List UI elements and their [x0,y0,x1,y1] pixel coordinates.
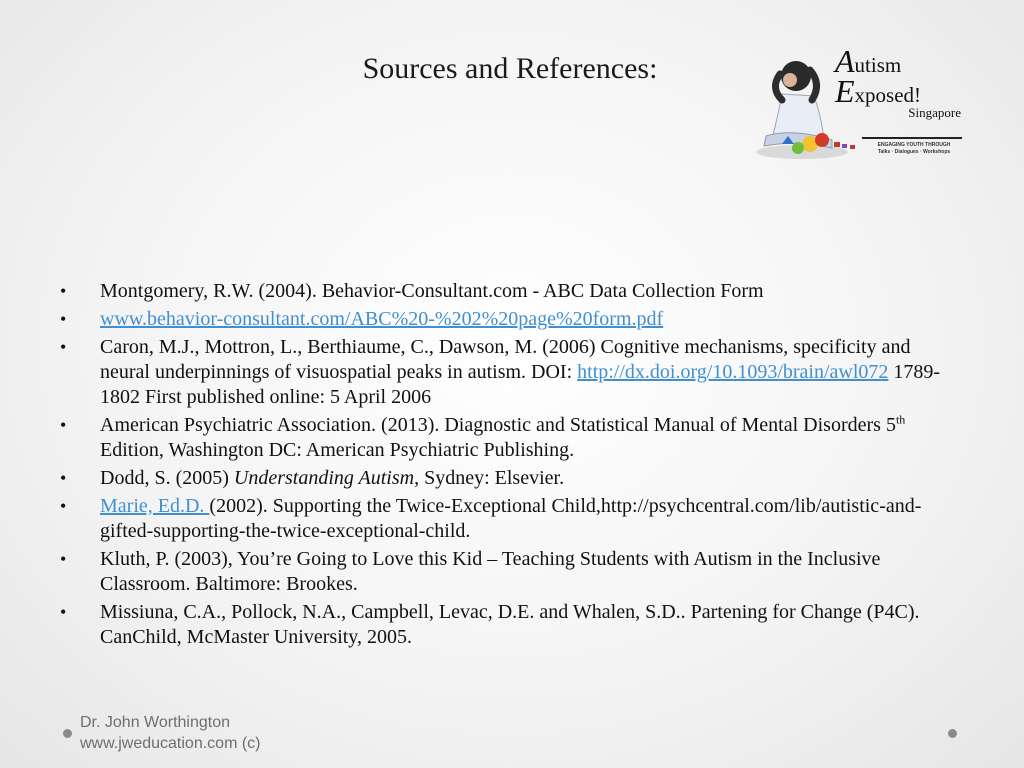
reference-item [60,547,960,597]
logo-initial-a: A [835,43,855,79]
reference-superscript: th [895,412,906,427]
logo-word-exposed: xposed! [854,83,922,107]
reference-text: Dodd, S. (2005) [100,467,234,489]
reference-text-after: , Sydney: Elsevier. [414,467,565,489]
reference-text: Missiuna, C.A., Pollock, N.A., Campbell, Levac, D.E. and Whalen, S.D.. Partening for Change (P4C). CanChild, McMaster University, 2005. [100,601,920,648]
reference-item [60,494,960,544]
reference-item [60,413,960,463]
reference-item [60,335,960,410]
logo-tagline [864,142,964,156]
reference-item [60,600,960,650]
slide-title: Sources and References: [362,52,658,85]
corner-dot-left [63,729,72,738]
reference-item [60,307,960,332]
autism-exposed-logo [752,44,967,164]
logo-word-autism: utism [854,53,902,77]
footer-website: www.jweducation.com (c) [80,735,261,752]
reference-text: American Psychiatric Association. (2013). Diagnostic and Statistical Manual of Mental Disorders 5 [100,414,896,436]
reference-text-after: (2002). Supporting the Twice-Exceptional Child,http://psychcentral.com/lib/autistic-and-gifted-supporting-the-twice-exceptional-child. [100,495,922,542]
footer-author: Dr. John Worthington [80,714,231,731]
reference-link[interactable]: http://dx.doi.org/10.1093/brain/awl072 [577,361,889,383]
reference-text-after: 1789-1802 First published online: 5 April 2006 [100,361,941,408]
reference-item [60,279,960,304]
reference-text: Kluth, P. (2003), You’re Going to Love this Kid – Teaching Students with Autism in the Inclusive Classroom. Baltimore: Brookes. [100,548,881,595]
reference-link[interactable]: Marie, Ed.D. [100,495,210,517]
logo-tagline-1: ENGAGING YOUTH THROUGH [877,142,951,148]
corner-dot-right [948,729,957,738]
logo-word-singapore: Singapore [908,105,961,120]
reference-book-title: Understanding Autism [233,467,415,489]
reference-text: Montgomery, R.W. (2004). Behavior-Consultant.com - ABC Data Collection Form [100,280,764,302]
references-list [60,279,960,653]
logo-wordmark [835,43,967,121]
logo-tagline-2: Talks · Dialogues · Workshops [877,149,951,155]
logo-divider [862,137,962,139]
reference-text: Caron, M.J., Mottron, L., Berthiaume, C., Dawson, M. (2006) Cognitive mechanisms, specificity and neural underpinnings of visuospatial peaks in autism. DOI: [100,336,911,383]
reference-link[interactable]: www.behavior-consultant.com/ABC%20-%202%20page%20form.pdf [100,308,664,330]
logo-initial-e: E [835,73,855,109]
footer-credit [80,712,261,754]
reference-text-after: Edition, Washington DC: American Psychiatric Publishing. [100,439,575,461]
reference-item [60,466,960,491]
